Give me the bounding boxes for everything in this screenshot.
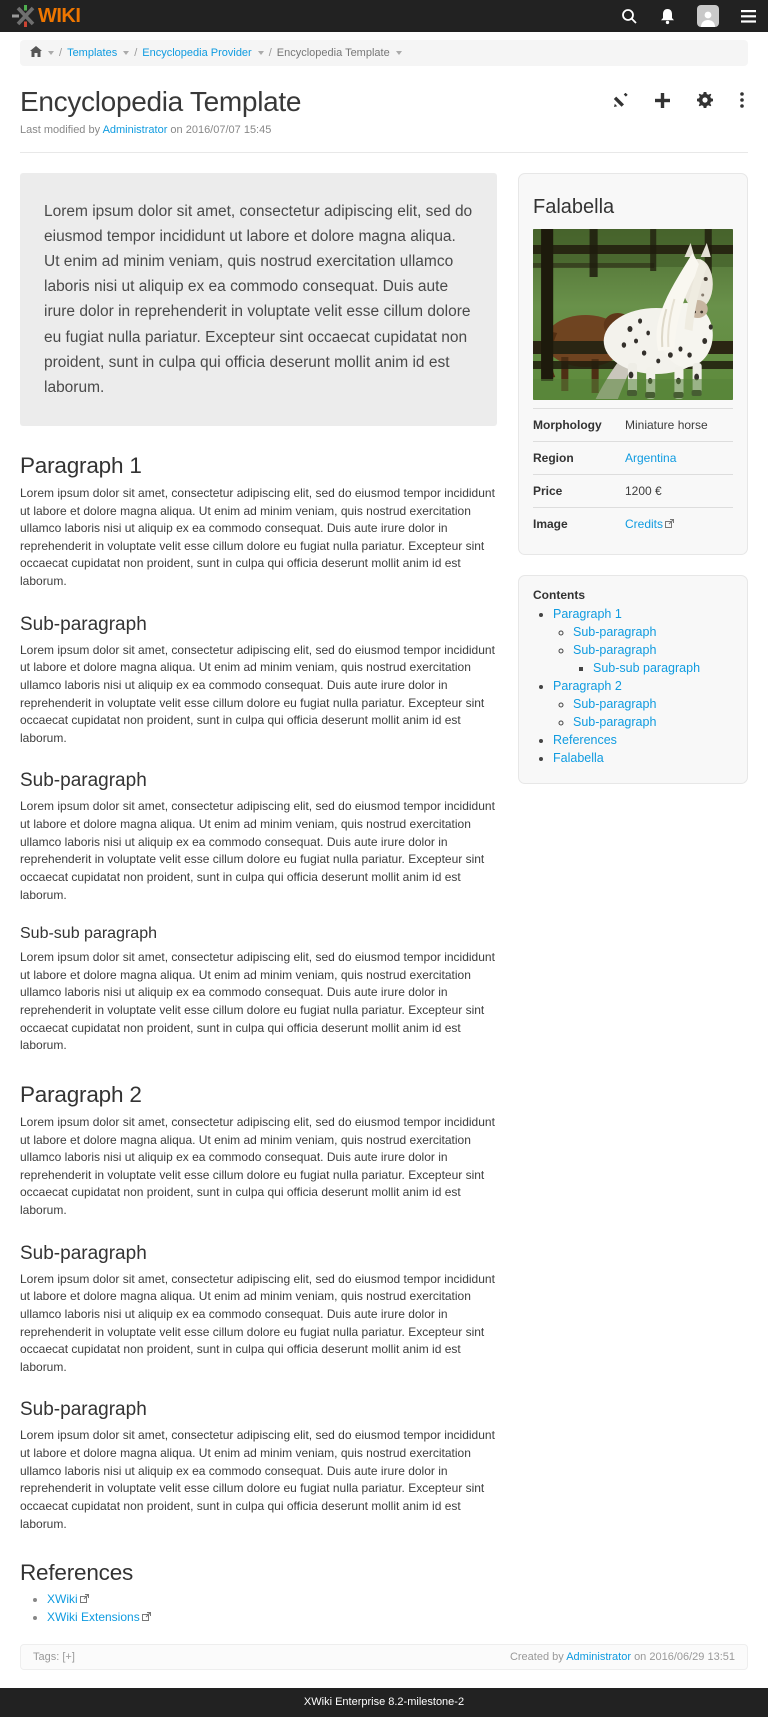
paragraph-text: Lorem ipsum dolor sit amet, consectetur adipiscing elit, sed do eiusmod tempor incididunt ut labore et dolore magna aliqua. Ut enim ad minim veniam, quis nostrud exercitation ullamco laboris nisi ut aliquip ex ea commodo consequat. Duis aute irure dolor in reprehenderit in voluptate velit esse cillum dolore eu fugiat nulla pariatur. Excepteur sint occaecat cupidatat non proident, sunt in culpa qui officia deserunt mollit anim id est laborum. <box>20 1114 495 1217</box>
toc-link-sub-paragraph[interactable]: Sub-paragraph <box>573 715 657 729</box>
table-row <box>533 475 733 508</box>
heading-sub-paragraph: Sub-paragraph <box>20 613 147 635</box>
plus-icon <box>655 93 670 108</box>
heading-sub-paragraph: Sub-paragraph <box>20 1399 147 1421</box>
paragraph-text: Lorem ipsum dolor sit amet, consectetur adipiscing elit, sed do eiusmod tempor incididunt ut labore et dolore magna aliqua. Ut enim ad minim veniam, quis nostrud exercitation ullamco laboris nisi ut aliquip ex ea commodo consequat. Duis aute irure dolor in reprehenderit in voluptate velit esse cillum dolore eu fugiat nulla pariatur. Excepteur sint occaecat cupidatat non proident, sunt in culpa qui officia deserunt mollit anim id est laborum. <box>20 642 495 745</box>
breadcrumb: / Templates / Encyclopedia Provider / Encyclopedia Template <box>20 40 748 66</box>
chevron-down-icon[interactable] <box>396 51 402 55</box>
list-item <box>573 625 733 639</box>
heading-references: References <box>20 1560 134 1586</box>
toc-link-sub-sub-paragraph[interactable]: Sub-sub paragraph <box>593 661 701 675</box>
infobox-panel <box>518 173 748 555</box>
table-row <box>533 409 733 442</box>
reference-link-xwiki[interactable]: XWiki <box>47 1592 78 1607</box>
navbar-actions <box>621 5 756 27</box>
page-title: Encyclopedia Template <box>20 86 302 117</box>
page-actions <box>613 86 748 108</box>
list-item <box>553 679 733 729</box>
tags-label: Tags: <box>33 1651 60 1664</box>
notifications-button[interactable] <box>660 8 675 25</box>
gear-icon <box>697 92 713 108</box>
breadcrumb-item-encyclopedia-provider[interactable]: Encyclopedia Provider <box>142 47 252 59</box>
heading-paragraph-1: Paragraph 1 <box>20 452 142 478</box>
doc-created-info: Created by Administrator on 2016/06/29 13:51 <box>509 1651 735 1664</box>
top-navbar <box>0 0 768 32</box>
avatar <box>697 5 719 27</box>
list-item <box>47 1592 497 1606</box>
infobox-label: Image <box>533 517 568 531</box>
edit-button[interactable] <box>613 92 628 108</box>
infobox-label: Morphology <box>533 418 602 432</box>
toc-link-sub-paragraph[interactable]: Sub-paragraph <box>573 643 657 657</box>
list-item <box>553 733 733 747</box>
modified-by-user-link[interactable]: Administrator <box>102 124 168 136</box>
falabella-horse-photo <box>533 229 733 400</box>
infobox-table <box>533 408 733 540</box>
settings-button[interactable] <box>697 92 713 108</box>
list-item <box>593 661 733 675</box>
image-credits-link[interactable]: Credits <box>625 517 664 531</box>
user-icon <box>699 9 717 27</box>
xwiki-logo-x-icon <box>12 5 38 27</box>
home-icon <box>30 46 42 57</box>
paragraph-text: Lorem ipsum dolor sit amet, consectetur adipiscing elit, sed do eiusmod tempor incididunt ut labore et dolore magna aliqua. Ut enim ad minim veniam, quis nostrud exercitation ullamco laboris nisi ut aliquip ex ea commodo consequat. Duis aute irure dolor in reprehenderit in voluptate velit esse cillum dolore eu fugiat nulla pariatur. Excepteur sint occaecat cupidatat non proident, sunt in culpa qui officia deserunt mollit anim id est laborum. <box>20 1428 495 1531</box>
external-link-icon <box>665 519 674 528</box>
infobox-value: 1200 € <box>625 484 662 498</box>
list-item <box>47 1610 497 1624</box>
list-item <box>553 607 733 675</box>
paragraph-text: Lorem ipsum dolor sit amet, consectetur adipiscing elit, sed do eiusmod tempor incididunt ut labore et dolore magna aliqua. Ut enim ad minim veniam, quis nostrud exercitation ullamco laboris nisi ut aliquip ex ea commodo consequat. Duis aute irure dolor in reprehenderit in voluptate velit esse cillum dolore eu fugiat nulla pariatur. Excepteur sint occaecat cupidatat non proident, sunt in culpa qui officia deserunt mollit anim id est laborum. <box>20 799 495 902</box>
side-column <box>518 153 748 784</box>
table-of-contents <box>533 607 733 765</box>
breadcrumb-item-templates[interactable]: Templates <box>67 47 118 59</box>
add-tag-button[interactable]: [+] <box>62 1651 75 1664</box>
document-footer <box>20 1644 748 1670</box>
toc-link-paragraph-2[interactable]: Paragraph 2 <box>553 679 622 693</box>
external-link-icon <box>142 1612 151 1621</box>
paragraph-text: Lorem ipsum dolor sit amet, consectetur adipiscing elit, sed do eiusmod tempor incididunt ut labore et dolore magna aliqua. Ut enim ad minim veniam, quis nostrud exercitation ullamco laboris nisi ut aliquip ex ea commodo consequat. Duis aute irure dolor in reprehenderit in voluptate velit esse cillum dolore eu fugiat nulla pariatur. Excepteur sint occaecat cupidatat non proident, sunt in culpa qui officia deserunt mollit anim id est laborum. <box>20 485 495 588</box>
drawer-menu-button[interactable] <box>741 10 756 23</box>
heading-paragraph-2: Paragraph 2 <box>20 1081 142 1107</box>
contents-panel <box>518 575 748 784</box>
created-by-user-link[interactable]: Administrator <box>566 1651 631 1664</box>
search-icon <box>621 8 638 25</box>
main-column <box>20 153 497 1628</box>
create-button[interactable] <box>655 92 670 108</box>
tags-area <box>33 1651 75 1663</box>
page-header <box>20 86 748 118</box>
toc-link-paragraph-1[interactable]: Paragraph 1 <box>553 607 622 621</box>
pencil-icon <box>613 93 628 108</box>
references-list <box>20 1592 497 1624</box>
xwiki-logo[interactable] <box>12 5 80 27</box>
infobox-value: Miniature horse <box>625 418 708 432</box>
xwiki-logo-text: WIKI <box>38 5 81 27</box>
paragraph-text: Lorem ipsum dolor sit amet, consectetur adipiscing elit, sed do eiusmod tempor incididunt ut labore et dolore magna aliqua. Ut enim ad minim veniam, quis nostrud exercitation ullamco laboris nisi ut aliquip ex ea commodo consequat. Duis aute irure dolor in reprehenderit in voluptate velit esse cillum dolore eu fugiat nulla pariatur. Excepteur sint occaecat cupidatat non proident, sunt in culpa qui officia deserunt mollit anim id est laborum. <box>20 950 495 1053</box>
toc-link-references[interactable]: References <box>553 733 617 747</box>
content-area <box>20 153 748 1628</box>
external-link-icon <box>80 1594 89 1603</box>
list-item <box>573 697 733 711</box>
more-actions-button[interactable] <box>740 92 744 108</box>
paragraph-text: Lorem ipsum dolor sit amet, consectetur adipiscing elit, sed do eiusmod tempor incididunt ut labore et dolore magna aliqua. Ut enim ad minim veniam, quis nostrud exercitation ullamco laboris nisi ut aliquip ex ea commodo consequat. Duis aute irure dolor in reprehenderit in voluptate velit esse cillum dolore eu fugiat nulla pariatur. Excepteur sint occaecat cupidatat non proident, sunt in culpa qui officia deserunt mollit anim id est laborum. <box>20 1271 495 1374</box>
toc-link-falabella[interactable]: Falabella <box>553 751 604 765</box>
heading-sub-paragraph: Sub-paragraph <box>20 770 147 792</box>
reference-link-xwiki-extensions[interactable]: XWiki Extensions <box>47 1610 140 1625</box>
table-row <box>533 508 733 541</box>
intro-summary-box: Lorem ipsum dolor sit amet, consectetur adipiscing elit, sed do eiusmod tempor incididunt ut labore et dolore magna aliqua. Ut enim ad minim veniam, quis nostrud exercitation ullamco laboris nisi ut aliquip ex ea commodo consequat. Duis aute irure dolor in reprehenderit in voluptate velit esse cillum dolore eu fugiat nulla pariatur. Excepteur sint occaecat cupidatat non proident, sunt in culpa qui officia deserunt mollit anim id est laborum. <box>20 173 497 426</box>
bell-icon <box>660 8 675 25</box>
infobox-title: Falabella <box>533 196 615 218</box>
infobox-label: Region <box>533 451 574 465</box>
user-avatar-button[interactable] <box>697 5 719 27</box>
chevron-down-icon[interactable] <box>258 51 264 55</box>
infobox-label: Price <box>533 484 563 498</box>
hamburger-icon <box>741 10 756 23</box>
doc-modified-info: Last modified by Administrator on 2016/07/07 15:45 <box>20 124 272 136</box>
list-item <box>573 715 733 729</box>
search-button[interactable] <box>621 8 638 25</box>
version-bar: XWiki Enterprise 8.2-milestone-2 <box>0 1688 768 1717</box>
list-item <box>553 751 733 765</box>
toc-link-sub-paragraph[interactable]: Sub-paragraph <box>573 697 657 711</box>
chevron-down-icon[interactable] <box>123 51 129 55</box>
heading-sub-paragraph: Sub-paragraph <box>20 1242 147 1264</box>
table-row <box>533 442 733 475</box>
contents-title: Contents <box>533 588 585 602</box>
heading-sub-sub-paragraph: Sub-sub paragraph <box>20 925 157 943</box>
breadcrumb-item-current: Encyclopedia Template <box>276 47 390 59</box>
toc-link-sub-paragraph[interactable]: Sub-paragraph <box>573 625 657 639</box>
breadcrumb-home-link[interactable] <box>30 46 42 60</box>
kebab-menu-icon <box>740 92 744 108</box>
list-item <box>573 643 733 675</box>
chevron-down-icon[interactable] <box>48 51 54 55</box>
region-link[interactable]: Argentina <box>625 451 677 465</box>
